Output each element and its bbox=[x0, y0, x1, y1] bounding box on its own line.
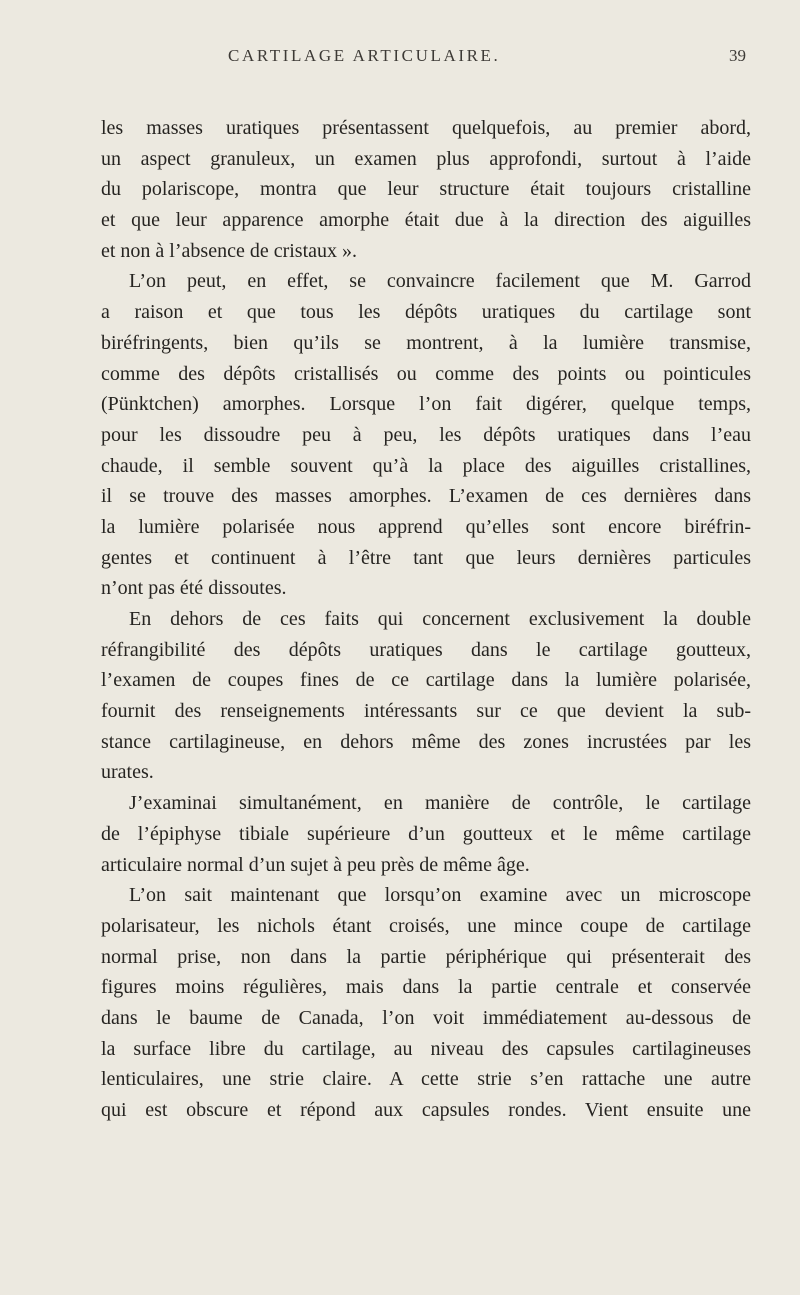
text-line: n’ont pas été dissoutes. bbox=[101, 577, 287, 600]
text-line: figures moins régulières, mais dans la partie centrale et conservée bbox=[101, 976, 751, 999]
text-line: lenticulaires, une strie claire. A cette strie s’en rattache une autre bbox=[101, 1068, 751, 1091]
text-line: l’examen de coupes fines de ce cartilage dans la lumière polarisée, bbox=[101, 669, 751, 692]
text-line: gentes et continuent à l’être tant que leurs dernières particules bbox=[101, 546, 751, 569]
text-line: chaude, il semble souvent qu’à la place des aiguilles cristallines, bbox=[101, 454, 751, 477]
text-line: un aspect granuleux, un examen plus approfondi, surtout à l’aide bbox=[101, 147, 751, 170]
text-line: la surface libre du cartilage, au niveau des capsules cartilagineuses bbox=[101, 1037, 751, 1060]
text-line: En dehors de ces faits qui concernent exclusivement la double bbox=[129, 608, 751, 630]
text-line: comme des dépôts cristallisés ou comme des points ou pointicules bbox=[101, 362, 751, 385]
text-line: fournit des renseignements intéressants sur ce que devient la sub- bbox=[101, 700, 751, 723]
text-line: biréfringents, bien qu’ils se montrent, à la lumière transmise, bbox=[101, 331, 751, 354]
text-line: dans le baume de Canada, l’on voit immédiatement au-dessous de bbox=[101, 1006, 751, 1029]
body-text bbox=[101, 113, 751, 1126]
text-line: du polariscope, montra que leur structure était toujours cristalline bbox=[101, 178, 751, 201]
text-line: urates. bbox=[101, 761, 154, 784]
text-line: stance cartilagineuse, en dehors même des zones incrustées par les bbox=[101, 730, 751, 753]
text-line: normal prise, non dans la partie périphérique qui présenterait des bbox=[101, 945, 751, 968]
text-line: la lumière polarisée nous apprend qu’elles sont encore biréfrin- bbox=[101, 515, 751, 538]
text-line: (Pünktchen) amorphes. Lorsque l’on fait digérer, quelque temps, bbox=[101, 393, 751, 416]
text-line: polarisateur, les nichols étant croisés, une mince coupe de cartilage bbox=[101, 914, 751, 937]
running-title: CARTILAGE ARTICULAIRE. bbox=[228, 46, 501, 65]
text-line: les masses uratiques présentassent quelquefois, au premier abord, bbox=[101, 117, 751, 139]
text-line: qui est obscure et répond aux capsules rondes. Vient ensuite une bbox=[101, 1099, 751, 1121]
text-line: il se trouve des masses amorphes. L’examen de ces dernières dans bbox=[101, 485, 751, 508]
text-line: de l’épiphyse tibiale supérieure d’un goutteux et le même cartilage bbox=[101, 822, 751, 845]
text-line: L’on peut, en effet, se convaincre facilement que M. Garrod bbox=[129, 270, 751, 293]
text-line: et non à l’absence de cristaux ». bbox=[101, 239, 358, 262]
text-line: a raison et que tous les dépôts uratiques du cartilage sont bbox=[101, 301, 751, 324]
text-line: L’on sait maintenant que lorsqu’on examine avec un microscope bbox=[129, 884, 751, 907]
text-line: réfrangibilité des dépôts uratiques dans le cartilage goutteux, bbox=[101, 638, 751, 661]
text-line: et que leur apparence amorphe était due à la direction des aiguilles bbox=[101, 209, 751, 232]
page-number: 39 bbox=[729, 46, 746, 65]
text-line: articulaire normal d’un sujet à peu près de même âge. bbox=[101, 853, 530, 876]
text-line: J’examinai simultanément, en manière de contrôle, le cartilage bbox=[129, 792, 751, 815]
text-line: pour les dissoudre peu à peu, les dépôts uratiques dans l’eau bbox=[101, 423, 751, 446]
